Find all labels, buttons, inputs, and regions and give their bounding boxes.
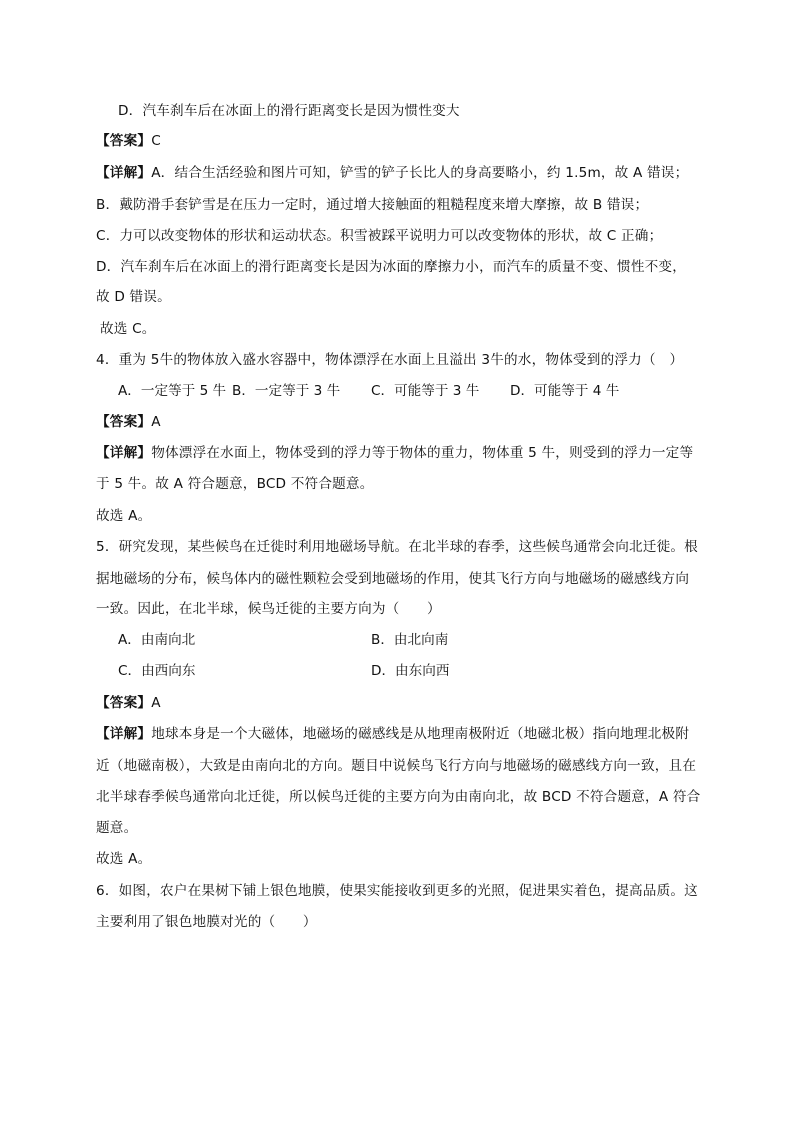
q3-explain-a: 【详解】A．结合生活经验和图片可知，铲雪的铲子长比人的身高要略小，约 1.5m，故 A 错误； bbox=[96, 165, 689, 181]
answer-tag: 【答案】 bbox=[96, 133, 152, 149]
q5-option-b: B．由北向南 bbox=[371, 632, 449, 648]
q4-explain-line2: 于 5 牛。故 A 符合题意，BCD 不符合题意。 bbox=[96, 476, 374, 492]
explain-tag: 【详解】 bbox=[96, 165, 152, 181]
q5-option-a: A．由南向北 bbox=[118, 632, 196, 648]
q4-answer bbox=[96, 412, 161, 432]
q4-option-a: A．一定等于 5 牛 bbox=[118, 383, 227, 399]
q5-conclusion: 故选 A。 bbox=[96, 851, 152, 867]
q5-answer bbox=[96, 693, 161, 713]
q4-option-c: C．可能等于 3 牛 bbox=[371, 383, 480, 399]
q5-explain-line3: 北半球春季候鸟通常向北迁徙，所以候鸟迁徙的主要方向为由南向北，故 BCD 不符合题意，A 符合 bbox=[96, 789, 701, 805]
q5-stem-line3: 一致。因此，在北半球，候鸟迁徙的主要方向为（ ） bbox=[96, 601, 441, 617]
answer-value: A bbox=[151, 695, 161, 711]
answer-value: A bbox=[151, 414, 161, 430]
q5-explain-line1: 【详解】地球本身是一个大磁体，地磁场的磁感线是从地理南极附近（地磁北极）指向地理北极附 bbox=[96, 726, 690, 742]
q3-explain-c: C．力可以改变物体的形状和运动状态。积雪被踩平说明力可以改变物体的形状，故 C 正确； bbox=[96, 228, 663, 244]
q3-explain-b: B．戴防滑手套铲雪是在压力一定时，通过增大接触面的粗糙程度来增大摩擦，故 B 错误； bbox=[96, 197, 649, 213]
q5-stem-line2: 据地磁场的分布，候鸟体内的磁性颗粒会受到地磁场的作用，使其飞行方向与地磁场的磁感线方向 bbox=[96, 571, 690, 587]
q3-explain-d-line2: 故 D 错误。 bbox=[96, 289, 171, 305]
q3-answer bbox=[96, 131, 161, 151]
q5-explain-line2: 近（地磁南极），大致是由南向北的方向。题目中说候鸟飞行方向与地磁场的磁感线方向一致，且在 bbox=[96, 758, 697, 774]
q4-stem: 4．重为 5牛的物体放入盛水容器中，物体漂浮在水面上且溢出 3牛的水，物体受到的浮力（ ） bbox=[96, 352, 684, 368]
answer-tag: 【答案】 bbox=[96, 695, 152, 711]
q3-explain-d-line1: D．汽车刹车后在冰面上的滑行距离变长是因为冰面的摩擦力小，而汽车的质量不变、惯性不变， bbox=[96, 259, 687, 275]
explain-tag: 【详解】 bbox=[96, 726, 152, 742]
q3-option-d: D．汽车刹车后在冰面上的滑行距离变长是因为惯性变大 bbox=[118, 103, 460, 119]
q5-option-c: C．由西向东 bbox=[118, 663, 196, 679]
q4-conclusion: 故选 A。 bbox=[96, 508, 152, 524]
answer-value: C bbox=[151, 133, 161, 149]
q4-option-d: D．可能等于 4 牛 bbox=[510, 383, 620, 399]
q3-conclusion: 故选 C。 bbox=[100, 321, 156, 337]
answer-tag: 【答案】 bbox=[96, 414, 152, 430]
q6-stem-line1: 6．如图，农户在果树下铺上银色地膜，使果实能接收到更多的光照，促进果实着色，提高品质。这 bbox=[96, 883, 698, 899]
q5-stem-line1: 5．研究发现，某些候鸟在迁徙时利用地磁场导航。在北半球的春季，这些候鸟通常会向北迁徙。根 bbox=[96, 539, 698, 555]
q5-option-d: D．由东向西 bbox=[371, 663, 450, 679]
explain-tag: 【详解】 bbox=[96, 445, 152, 461]
q4-option-b: B．一定等于 3 牛 bbox=[232, 383, 341, 399]
q5-explain-line4: 题意。 bbox=[96, 820, 138, 836]
q6-stem-line2: 主要利用了银色地膜对光的（ ） bbox=[96, 914, 317, 930]
q4-explain-line1: 【详解】物体漂浮在水面上，物体受到的浮力等于物体的重力，物体重 5 牛，则受到的浮力一定等 bbox=[96, 445, 694, 461]
